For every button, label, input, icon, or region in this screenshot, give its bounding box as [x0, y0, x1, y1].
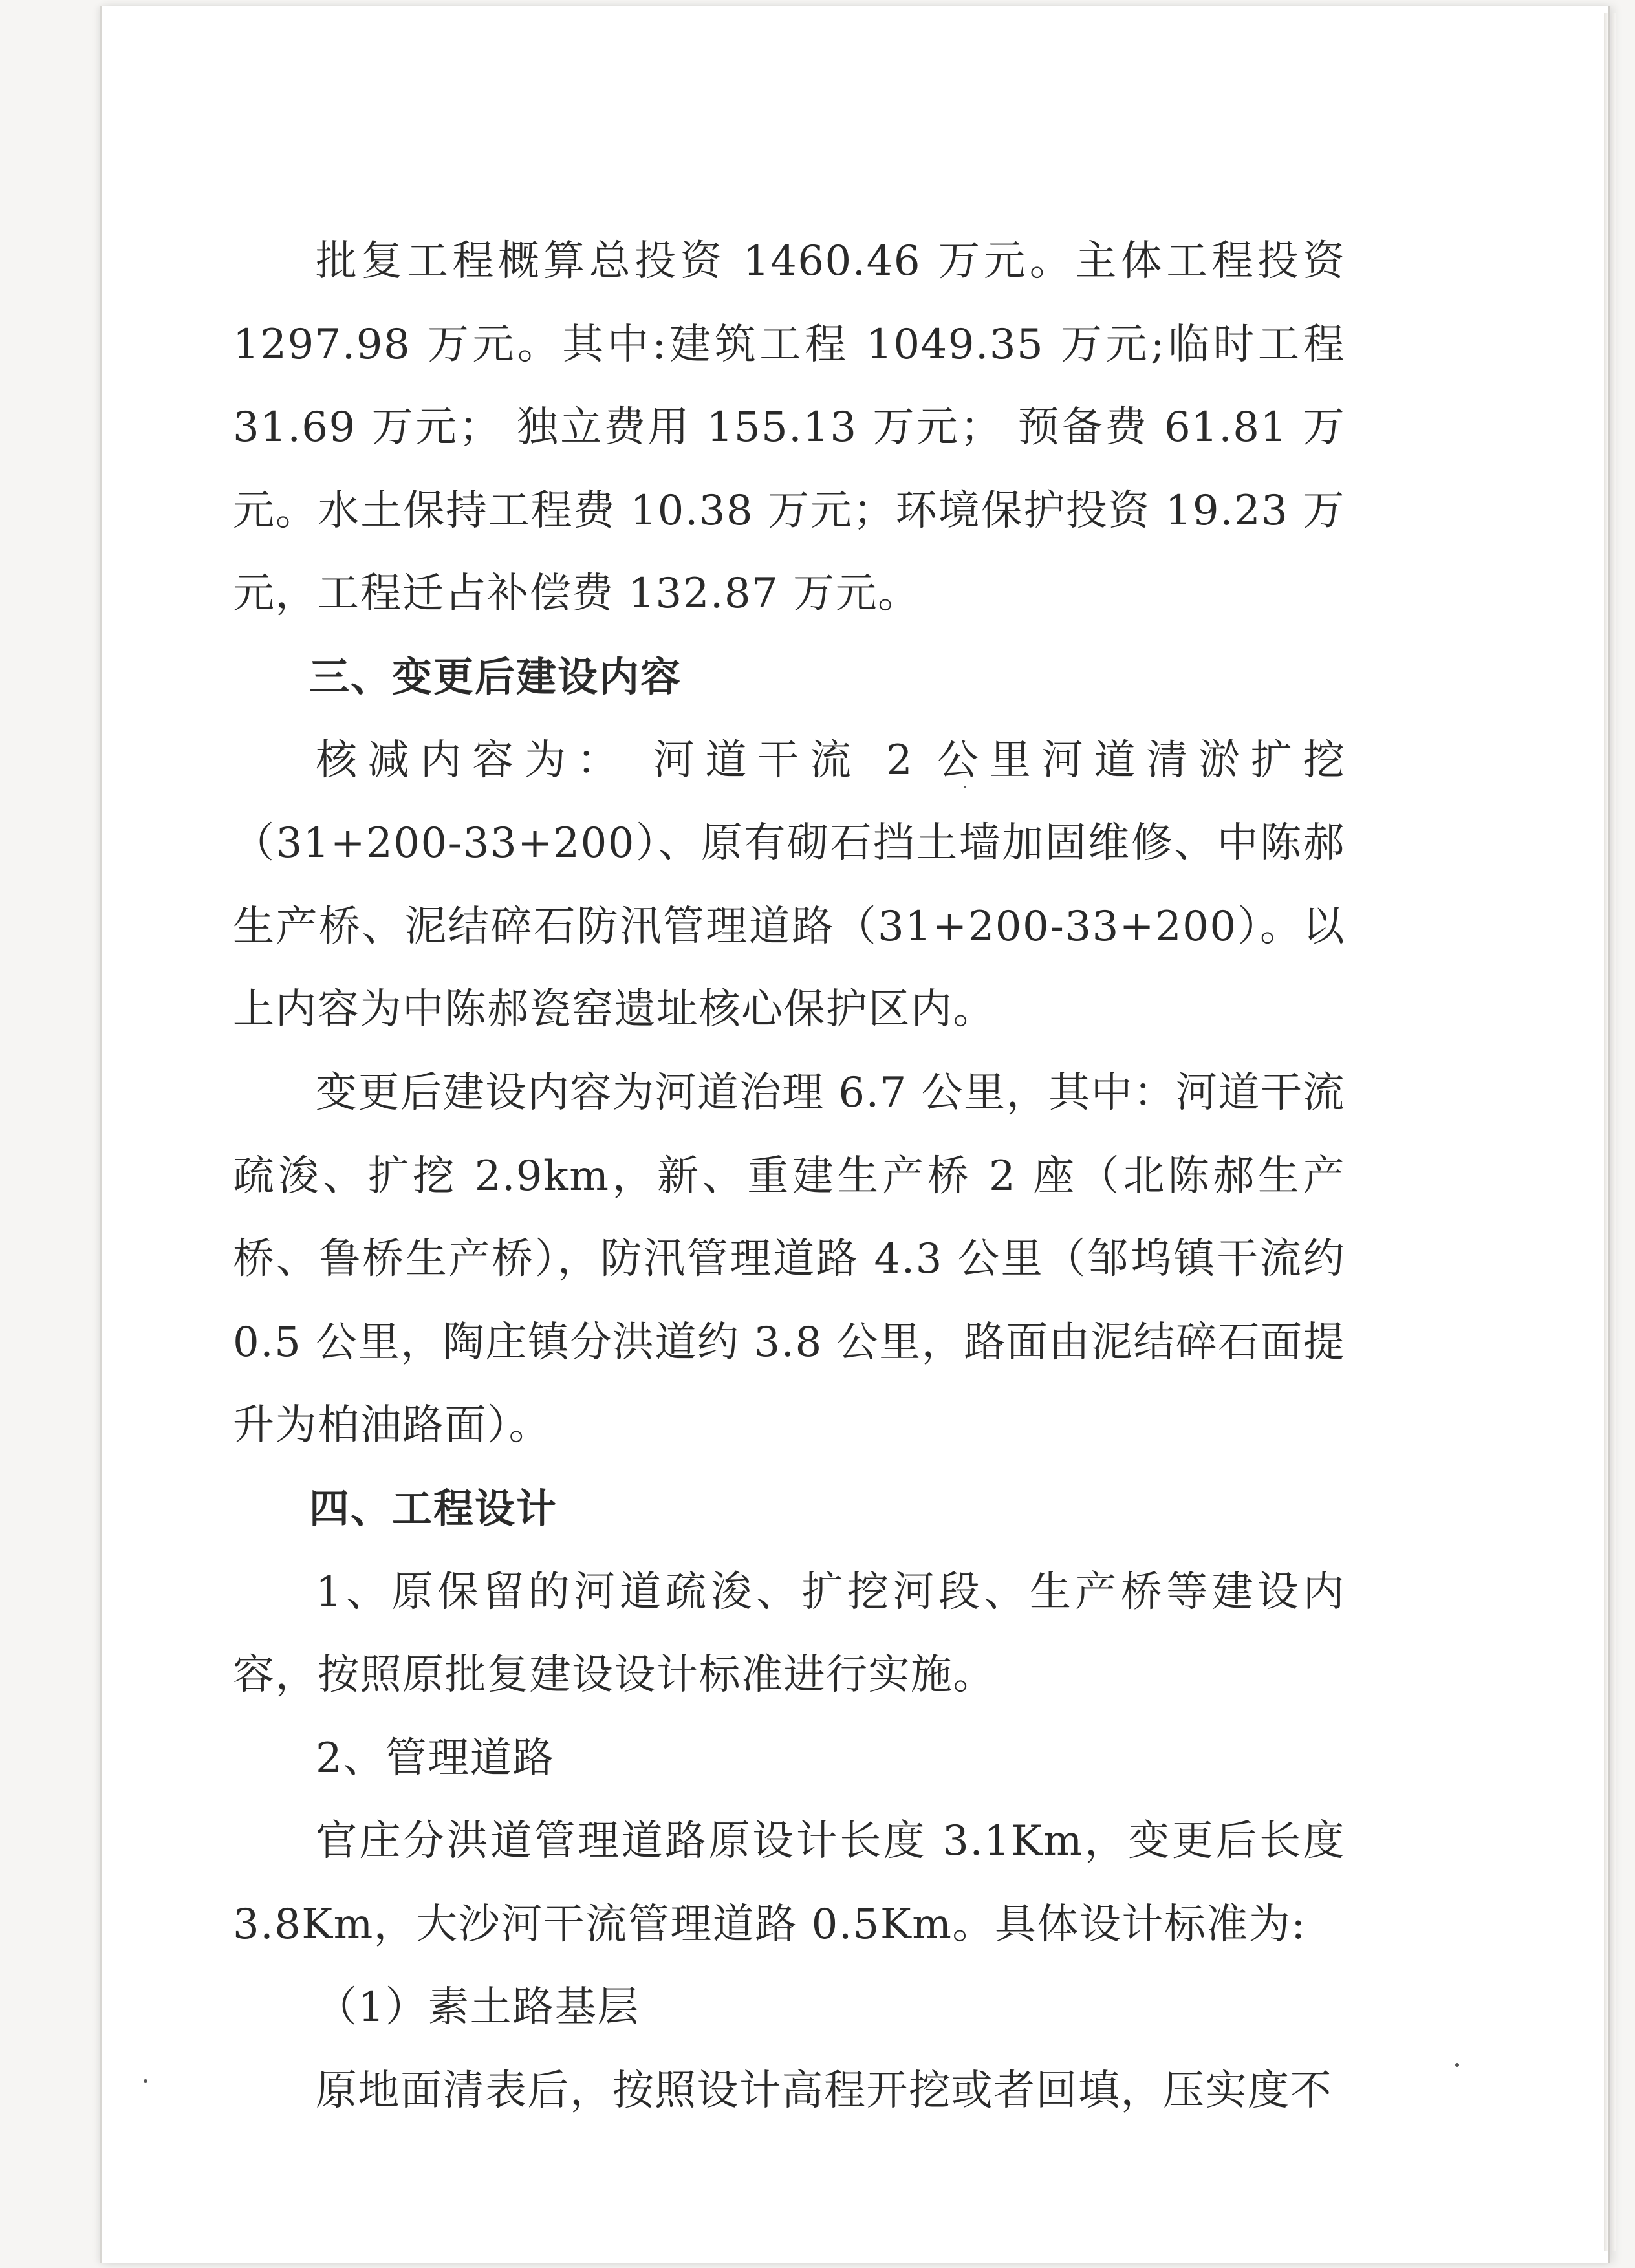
- scan-speck: [964, 786, 966, 788]
- paragraph-design-1: 1、原保留的河道疏浚、扩挖河段、生产桥等建设内容，按照原批复建设设计标准进行实施。: [233, 1568, 1345, 1700]
- paragraph-road-length: 官庄分洪道管理道路原设计长度 3.1Km，变更后长度 3.8Km，大沙河干流管理道路 0.5Km。具体设计标准为:: [233, 1817, 1345, 1949]
- section-heading-4: 四、工程设计: [309, 1484, 558, 1532]
- document-body: [233, 220, 1345, 2133]
- paragraph-reduced-content: 核减内容为： 河道干流 2 公里河道清淤扩挖（31+200-33+200）、原有砌石挡土墙加固维修、中陈郝生产桥、泥结碎石防汛管理道路（31+200-33+200）。以上内容为中陈郝瓷窑遗址核心保护区内。: [233, 736, 1345, 1034]
- page-edge-shadow-2: [1612, 13, 1616, 2251]
- paragraph-design-2: 2、管理道路: [316, 1734, 555, 1782]
- scan-speck: [144, 2079, 147, 2083]
- section-heading-3: 三、变更后建设内容: [309, 653, 682, 700]
- paragraph-changed-content: 变更后建设内容为河道治理 6.7 公里，其中：河道干流疏浚、扩挖 2.9km，新、重建生产桥 2 座（北陈郝生产桥、鲁桥生产桥），防汛管理道路 4.3 公里（邹坞镇干流约 0.5 公里，陶庄镇分洪道约 3.8 公里，路面由泥结碎石面提升为柏油路面）。: [233, 1068, 1345, 1450]
- page-edge-shadow: [1604, 13, 1608, 2251]
- paragraph-investment: 批复工程概算总投资 1460.46 万元。主体工程投资 1297.98 万元。其中:建筑工程 1049.35 万元;临时工程 31.69 万元； 独立费用 155.13 万元； 预备费 61.81 万元。水土保持工程费 10.38 万元；环境保护投资 19.23 万元，工程迁占补偿费 132.87 万元。: [233, 237, 1345, 618]
- scan-speck: [1455, 2063, 1459, 2067]
- paragraph-subgrade-text: 原地面清表后，按照设计高程开挖或者回填，压实度不: [316, 2067, 1332, 2115]
- paragraph-subgrade-title: （1）素土路基层: [316, 1983, 640, 2032]
